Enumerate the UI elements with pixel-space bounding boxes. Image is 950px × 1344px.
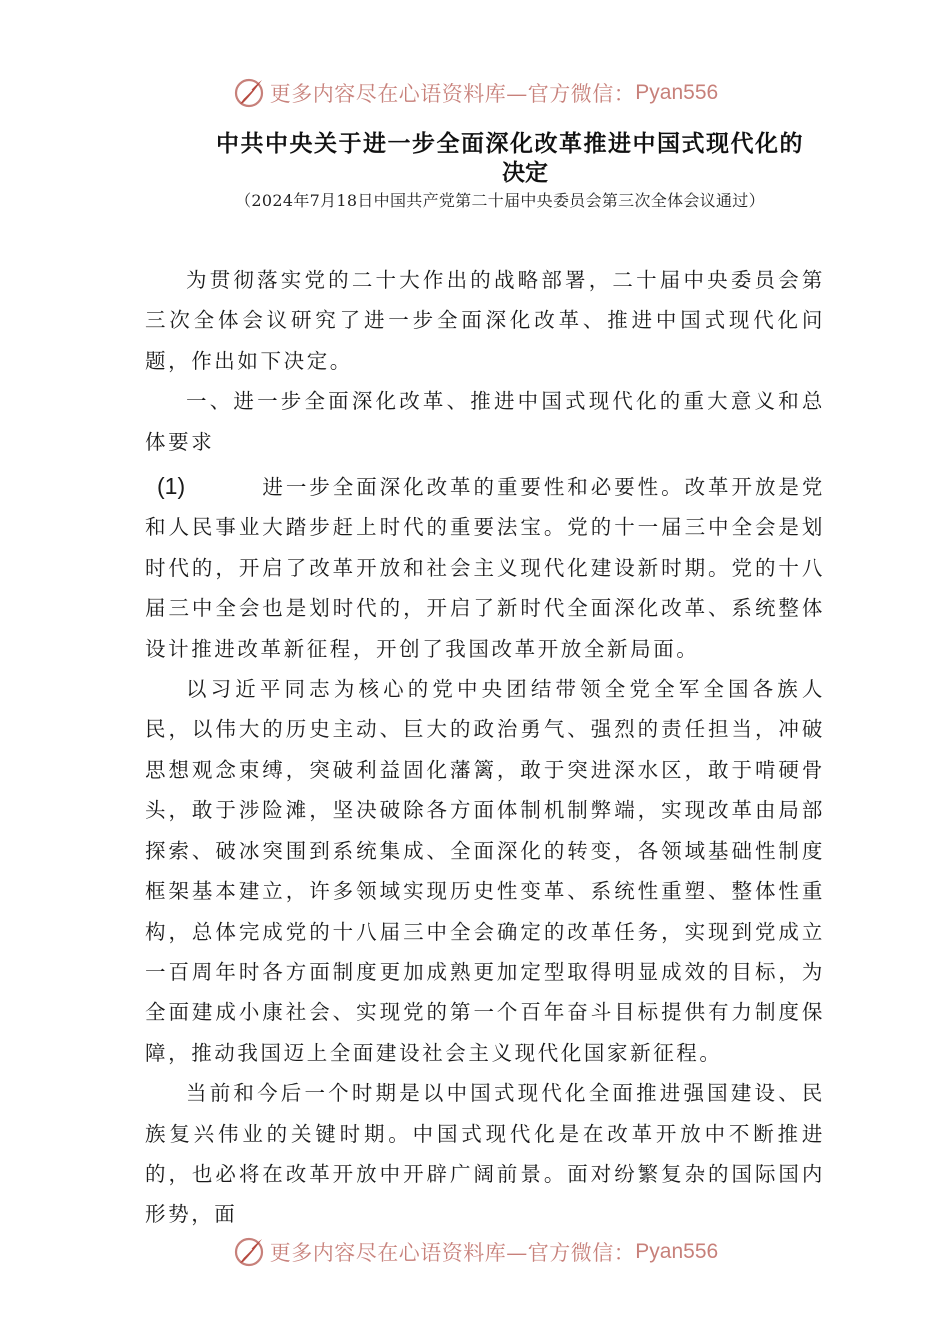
quill-circle-icon xyxy=(232,76,266,110)
document-subtitle: （2024年7月18日中国共产党第二十届中央委员会第三次全体会议通过） xyxy=(235,191,765,210)
watermark-contact: Pyan556 xyxy=(635,81,719,104)
item-text: 进一步全面深化改革的重要性和必要性。改革开放是党和人民事业大踏步赶上时代的重要法宝。党的十一届三中全会是划时代的，开启了改革开放和社会主义现代化建设新时期。党的十八届三中全会也是划时代的，开启了新时代全面深化改革、系统整体设计推进改革新征程，开创了我国改革开放全新局面。 xyxy=(145,475,825,661)
document-body xyxy=(145,260,825,1235)
item-paragraph xyxy=(145,466,825,669)
quill-circle-icon xyxy=(232,1235,266,1269)
body-paragraph: 以习近平同志为核心的党中央团结带领全党全军全国各族人民，以伟大的历史主动、巨大的政治勇气、强烈的责任担当，冲破思想观念束缚，突破利益固化藩篱，敢于突进深水区，敢于啃硬骨头，敢于涉险滩，坚决破除各方面体制机制弊端，实现改革由局部探索、破冰突围到系统集成、全面深化的转变，各领域基础性制度框架基本建立，许多领域实现历史性变革、系统性重塑、整体性重构，总体完成党的十八届三中全会确定的改革任务，实现到党成立一百周年时各方面制度更加成熟更加定型取得明显成效的目标，为全面建成小康社会、实现党的第一个百年奋斗目标提供有力制度保障，推动我国迈上全面建设社会主义现代化国家新征程。 xyxy=(145,677,825,1065)
header-watermark xyxy=(0,73,950,113)
document-title-line2: 决定 xyxy=(502,159,548,186)
footer-watermark xyxy=(0,1232,950,1272)
item-number: (1) xyxy=(157,473,186,500)
section-heading: 一、进一步全面深化改革、推进中国式现代化的重大意义和总体要求 xyxy=(145,389,825,454)
intro-paragraph: 为贯彻落实党的二十大作出的战略部署，二十届中央委员会第三次全体会议研究了进一步全面深化改革、推进中国式现代化问题，作出如下决定。 xyxy=(145,268,825,373)
watermark-contact: Pyan556 xyxy=(635,1240,719,1263)
watermark-text: 更多内容尽在心语资料库—官方微信： xyxy=(269,82,636,106)
document-title-line1: 中共中央关于进一步全面深化改革推进中国式现代化的 xyxy=(216,130,804,157)
body-paragraph: 当前和今后一个时期是以中国式现代化全面推进强国建设、民族复兴伟业的关键时期。中国式现代化是在改革开放中不断推进的，也必将在改革开放中开辟广阔前景。面对纷繁复杂的国际国内形势，面 xyxy=(145,1081,825,1227)
watermark-text: 更多内容尽在心语资料库—官方微信： xyxy=(269,1241,636,1265)
